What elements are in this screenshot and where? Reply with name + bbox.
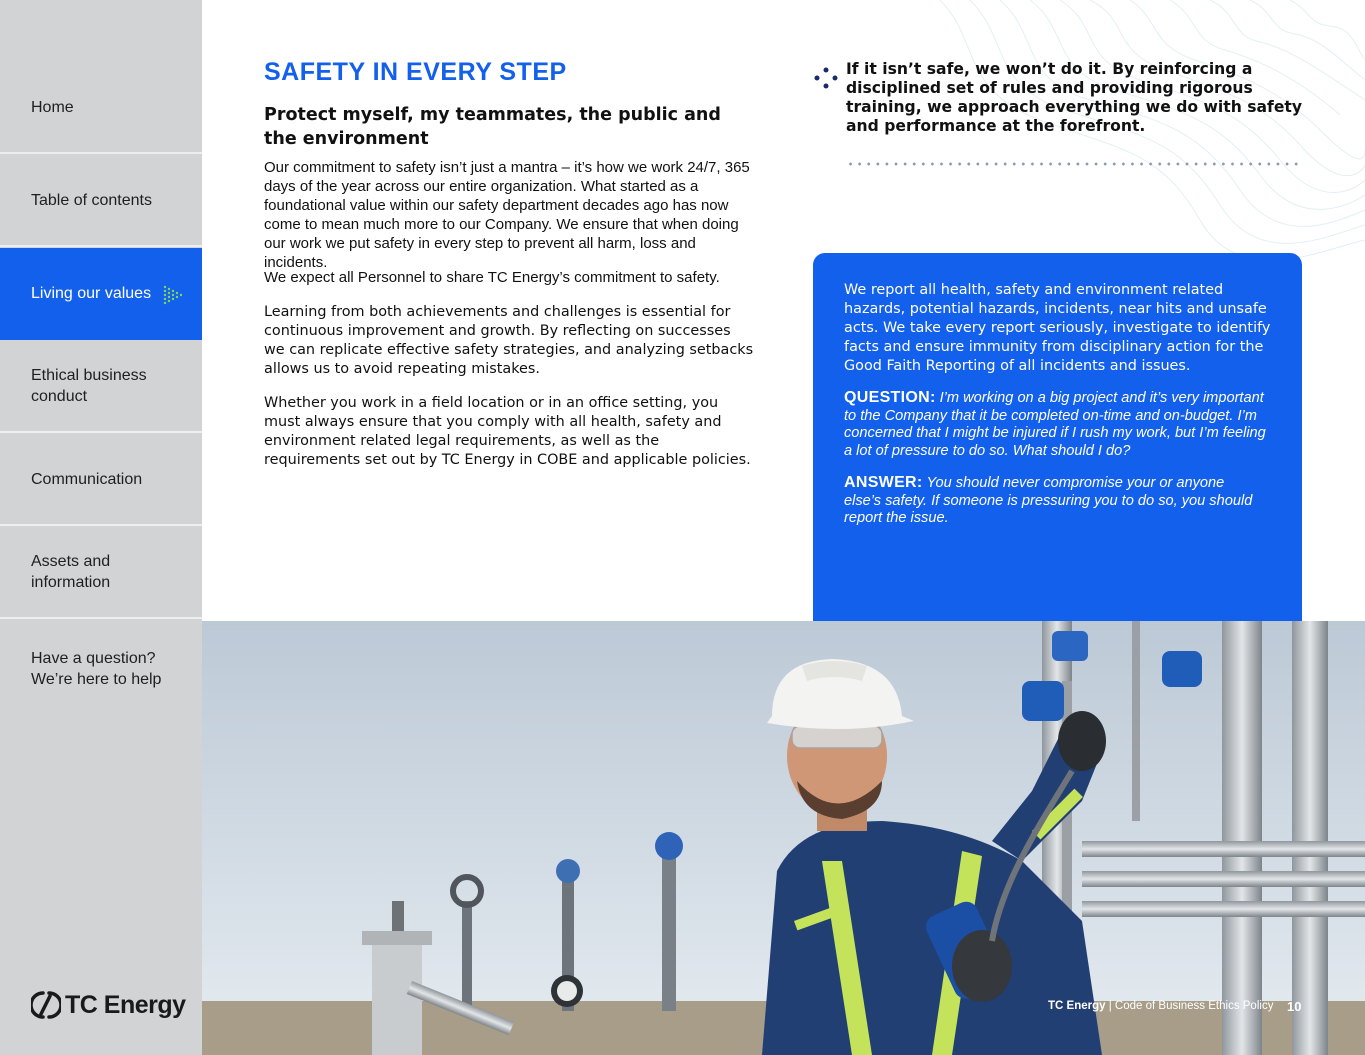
- sidebar-item-label: Home: [31, 98, 74, 116]
- sidebar-item-assets-and-information[interactable]: [0, 527, 202, 619]
- sidebar-item-label: Communication: [31, 470, 143, 488]
- sidebar-item-label: Ethical business conduct: [31, 367, 147, 405]
- sidebar-nav: [0, 0, 202, 1055]
- quote-dots-icon: [813, 66, 839, 94]
- footer-doc-title: Code of Business Ethics Policy: [1114, 1000, 1274, 1012]
- tc-energy-mark-icon: [31, 990, 61, 1020]
- sidebar-item-table-of-contents[interactable]: [0, 155, 202, 247]
- question-text: I’m working on a big project and it’s very important to the Company that it be completed on-time and on-budget. I’m concerned that I might be injured if I rush my work, but I’m feeling a lot of pressure to do so. What should I do?: [844, 390, 1266, 459]
- tc-energy-logo[interactable]: [31, 990, 186, 1020]
- answer-text: You should never compromise your or anyone else’s safety. If someone is pressuring you to do so, you should report the issue.: [844, 475, 1253, 526]
- sidebar-item-help[interactable]: [0, 621, 202, 690]
- footer-text: [1048, 1000, 1273, 1012]
- dotted-divider: [846, 162, 1302, 166]
- sidebar-item-home[interactable]: [0, 62, 202, 154]
- sidebar-item-communication[interactable]: [0, 434, 202, 526]
- question-label: QUESTION:: [844, 389, 936, 406]
- pull-quote: If it isn’t safe, we won’t do it. By reinforcing a disciplined set of rules and providing rigorous training, we approach everything we do with safety and performance at the forefront.: [846, 60, 1303, 135]
- sidebar-item-label: Have a question? We’re here to help: [31, 650, 162, 688]
- page-number: 10: [1287, 999, 1302, 1014]
- reporting-callout: [813, 253, 1302, 633]
- paragraph-personnel: We expect all Personnel to share TC Energy’s commitment to safety.: [264, 269, 720, 286]
- question-block: [844, 389, 1274, 460]
- paragraph-compliance: Whether you work in a field location or in an office setting, you must always ensure that you comply with all health, safety and environment related legal requirements, as well as the requirements set out by TC Energy in COBE and applicable policies.: [264, 395, 751, 468]
- page-title: SAFETY IN EVERY STEP: [264, 58, 567, 86]
- sidebar-item-ethical-business-conduct[interactable]: [0, 341, 202, 433]
- answer-block: [844, 474, 1259, 528]
- sidebar-item-living-our-values[interactable]: [0, 248, 202, 340]
- sidebar-item-label: Assets and information: [31, 553, 111, 591]
- page-subtitle: Protect myself, my teammates, the public and the environment: [264, 105, 721, 149]
- reporting-text: We report all health, safety and environment related hazards, potential hazards, incidents, near hits and unsafe acts. We take every report seriously, investigate to identify facts and ensure immunity from disciplinary action for the Good Faith Reporting of all incidents and issues.: [844, 282, 1271, 374]
- answer-label: ANSWER:: [844, 474, 923, 491]
- sidebar-item-label: Table of contents: [31, 191, 152, 209]
- logo-text: TC Energy: [65, 990, 186, 1019]
- paragraph-learning: Learning from both achievements and challenges is essential for continuous improvement and growth. By reflecting on successes we can replicate effective safety strategies, and analyzing setbacks allows us to avoid repeating mistakes.: [264, 304, 754, 377]
- footer-brand: TC Energy: [1048, 1000, 1106, 1012]
- footer-separator: |: [1108, 1000, 1112, 1012]
- worker-photo-illustration: [202, 621, 1365, 1055]
- dot-arrow-icon: [162, 285, 182, 305]
- paragraph-commitment: Our commitment to safety isn’t just a mantra – it’s how we work 24/7, 365 days of the year across our entire organization. What started as a foundational value within our safety department decades ago has now come to mean much more to our Company. We ensure that when doing our work we put safety in every step to prevent all harm, loss and incidents.: [264, 159, 750, 271]
- sidebar-item-label: Living our values: [31, 284, 152, 302]
- worker-photo: [202, 621, 1365, 1055]
